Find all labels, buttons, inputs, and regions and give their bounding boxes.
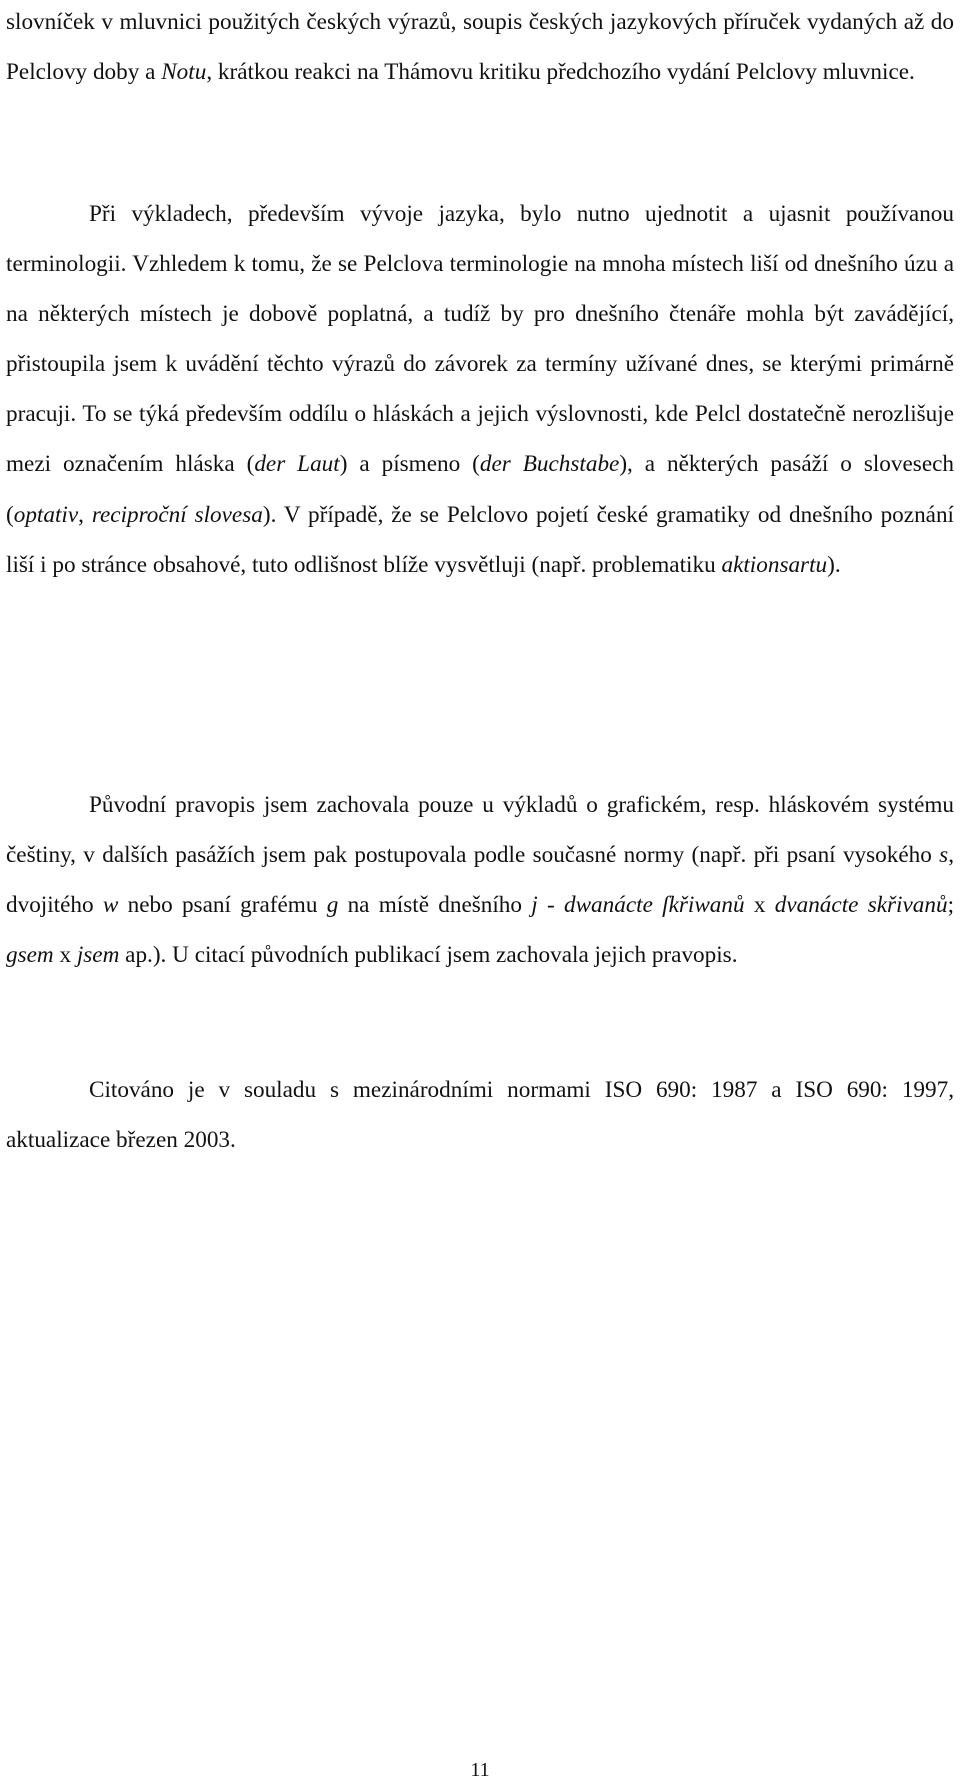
italic-text: g [326, 892, 339, 919]
text-run: , dvojitého [6, 842, 954, 919]
text-run: Citováno je v souladu s mezinárodními normami ISO 690: 1987 a ISO 690: 1997, aktualizace březen 2003. [6, 1077, 954, 1154]
page-number: 11 [470, 1759, 490, 1781]
text-run: ). [827, 551, 841, 578]
paragraph-continuation [6, 0, 954, 97]
italic-text: Notu [161, 59, 207, 86]
text-run: ; [947, 892, 955, 919]
italic-text: der Laut [254, 451, 340, 478]
paragraph-citation [6, 1065, 954, 1165]
italic-text: dvanácte skřivanů [774, 892, 948, 919]
text-run: - [537, 892, 564, 919]
text-run: , [78, 501, 92, 528]
text-run: nebo psaní grafému [118, 892, 327, 919]
text-run: Při výkladech, především vývoje jazyka, bylo nutno ujednotit a ujasnit používanou terminologii. Vzhledem k tomu, že se Pelclova terminologie na mnoha místech liší od dnešního úzu a na některých místech je dobově poplatná, a tudíž by pro dnešního čtenáře mohla být zavádějící, přistoupila jsem k uvádění těchto výrazů do závorek za termíny užívané dnes, se kterými primárně pracuji. To se týká především oddílu o hláskách a jejich výslovnosti, kde Pelcl dostatečně nerozlišuje mezi označením hláska ( [6, 201, 954, 478]
paragraph-orthography [6, 780, 954, 980]
paragraph-terminology [6, 189, 954, 590]
italic-text: j [531, 892, 538, 919]
text-run: x [53, 942, 77, 969]
italic-text: gsem [6, 942, 54, 969]
italic-text: reciproční slovesa [91, 501, 263, 528]
text-run: ), a některých pasáží o slovesech ( [6, 451, 954, 528]
text-run: Původní pravopis jsem zachovala pouze u výkladů o grafickém, resp. hláskovém systému češtiny, v dalších pasážích jsem pak postupovala podle současné normy (např. při psaní vysokého [6, 792, 954, 869]
italic-text: s [939, 842, 949, 869]
text-run: ) a písmeno ( [339, 451, 480, 478]
italic-text: aktionsartu [721, 551, 828, 578]
italic-text: der Buchstabe [479, 451, 620, 478]
text-run: , krátkou reakci na Thámovu kritiku předchozího vydání Pelclovy mluvnice. [206, 59, 915, 86]
text-run: ). V případě, že se Pelclovo pojetí české gramatiky od dnešního poznání liší i po stránce obsahové, tuto odlišnost blíže vysvětluji (např. problematiku [6, 501, 954, 578]
text-run: na místě dnešního [338, 892, 532, 919]
italic-text: optativ [13, 501, 79, 528]
text-run: slovníček v mluvnici použitých českých výrazů, soupis českých jazykových příruček vydaných až do Pelclovy doby a [6, 9, 954, 86]
italic-text: dwanácte ſkřiwanů [564, 892, 745, 919]
italic-text: w [102, 892, 119, 919]
text-run: ap.). U citací původních publikací jsem zachovala jejich pravopis. [119, 942, 738, 969]
text-run: x [744, 892, 775, 919]
italic-text: jsem [76, 942, 120, 969]
